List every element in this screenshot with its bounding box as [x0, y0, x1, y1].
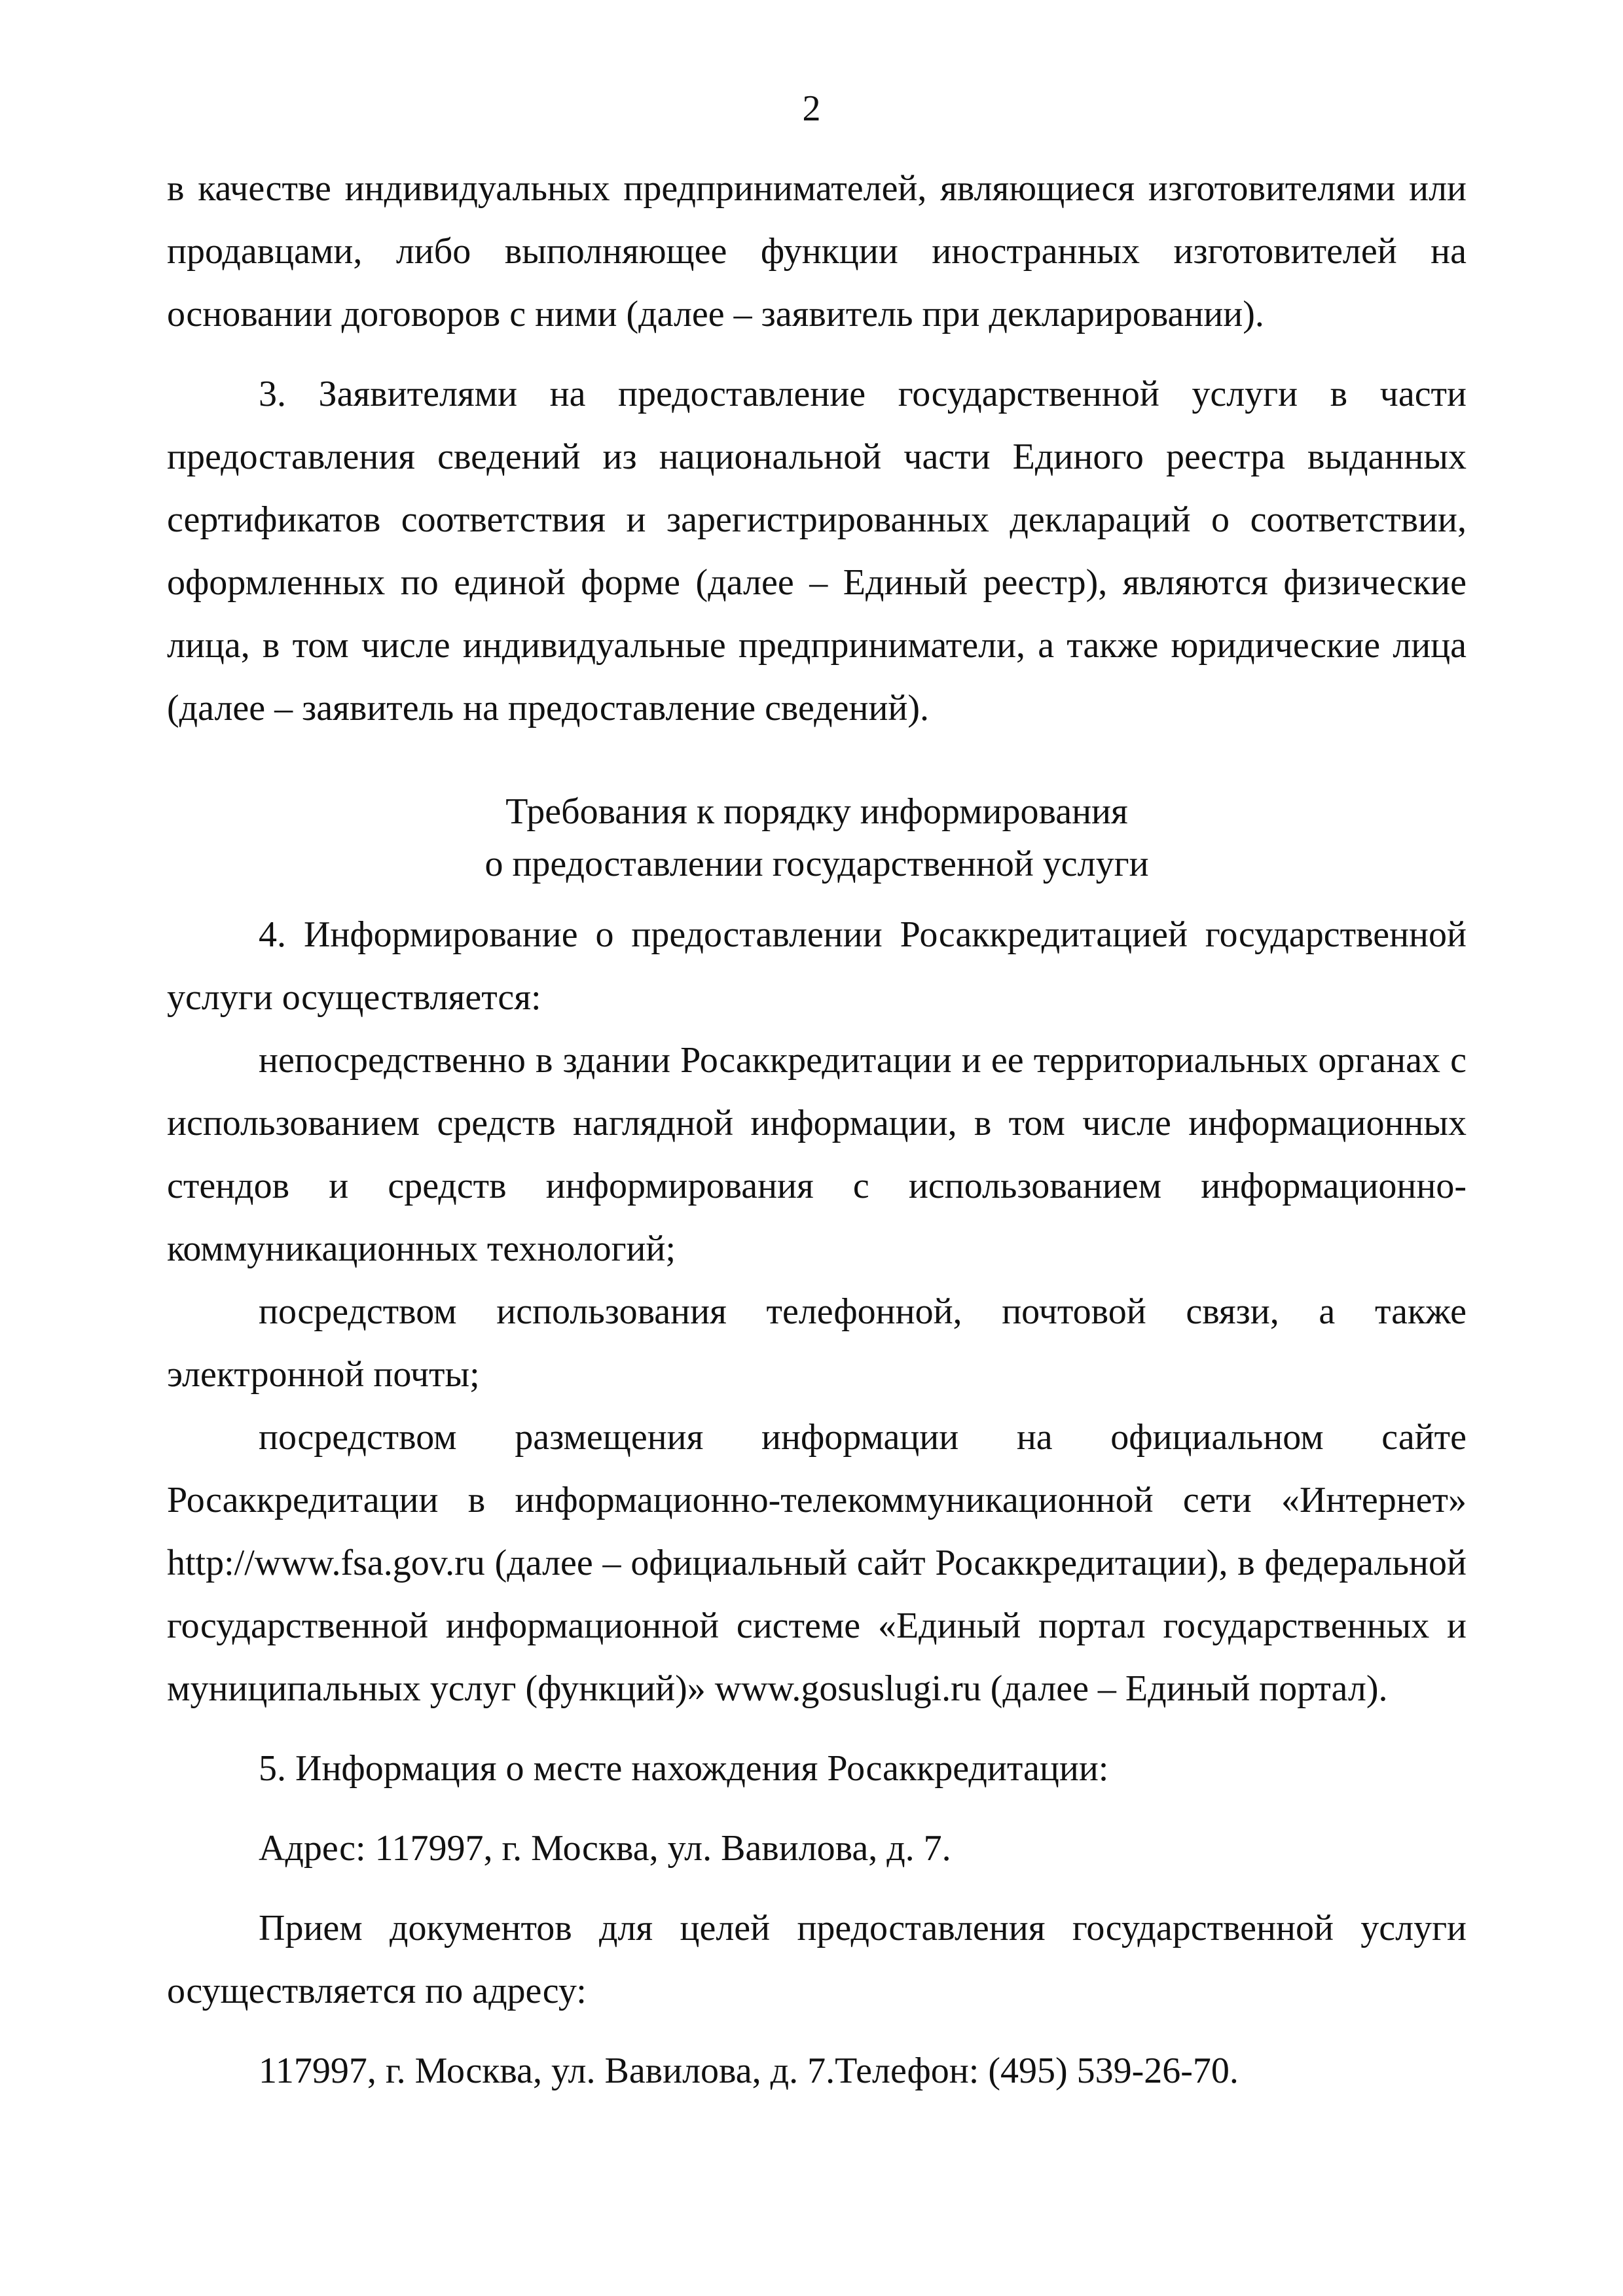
paragraph-applicant-declaration: в качестве индивидуальных предпринимателей, являющиеся изготовителями или продавцами, либо выполняющее функции иностранных изготовителей на основании договоров с ними (далее – заявитель при декларировании).	[167, 168, 1467, 334]
paragraph-4-informing: 4. Информирование о предоставлении Росаккредитацией государственной услуги осуществляется:	[167, 914, 1467, 1018]
page-number: 2	[802, 88, 821, 129]
paragraph-reception-address-phone: 117997, г. Москва, ул. Вавилова, д. 7.Телефон: (495) 539-26-70.	[259, 2051, 1239, 2091]
paragraph-3-registry-applicants: 3. Заявителями на предоставление государственной услуги в части предоставления сведений из национальной части Единого реестра выданных сертификатов соответствия и зарегистрированных деклараций о соответствии, оформленных по единой форме (далее – Единый реестр), являются физические лица, в том числе индивидуальные предприниматели, а также юридические лица (далее – заявитель на предоставление сведений).	[167, 374, 1467, 728]
document-body	[167, 157, 1467, 2102]
section-heading	[167, 785, 1467, 890]
paragraph-informing-phone-mail: посредством использования телефонной, почтовой связи, а также электронной почты;	[167, 1291, 1467, 1395]
paragraph-informing-website: посредством размещения информации на официальном сайте Росаккредитации в информационно-телекоммуникационной сети «Интернет» http://www.fsa.gov.ru (далее – официальный сайт Росаккредитации), в федеральной государственной информационной системе «Единый портал государственных и муниципальных услуг (функций)» www.gosuslugi.ru (далее – Единый портал).	[167, 1417, 1467, 1709]
section-heading-line-1: Требования к порядку информирования	[505, 791, 1128, 832]
paragraph-address: Адрес: 117997, г. Москва, ул. Вавилова, д. 7.	[259, 1828, 951, 1869]
paragraph-document-reception: Прием документов для целей предоставления государственной услуги осуществляется по адресу:	[167, 1908, 1467, 2011]
paragraph-informing-in-building: непосредственно в здании Росаккредитации и ее территориальных органах с использованием средств наглядной информации, в том числе информационных стендов и средств информирования с использованием информационно-коммуникационных технологий;	[167, 1040, 1467, 1269]
paragraph-5-location: 5. Информация о месте нахождения Росаккредитации:	[259, 1748, 1109, 1789]
section-heading-line-2: о предоставлении государственной услуги	[484, 844, 1149, 884]
